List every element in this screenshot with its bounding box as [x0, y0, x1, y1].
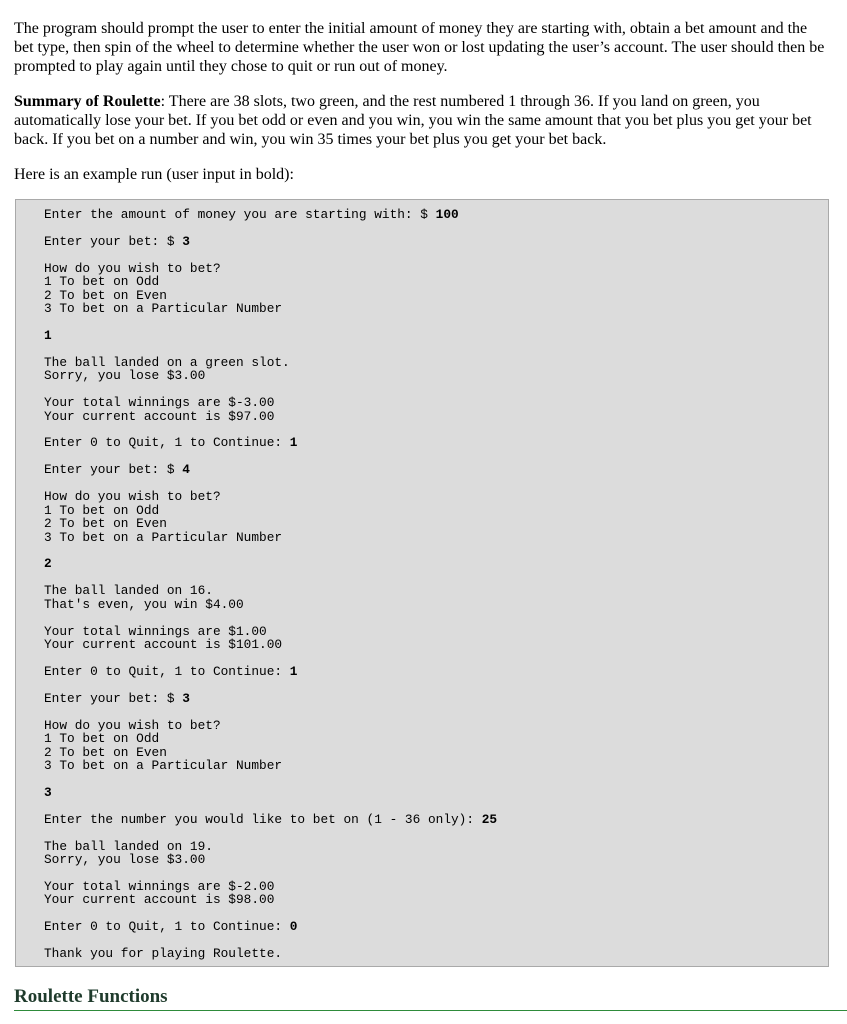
output-text: How do you wish to bet?: [44, 260, 221, 276]
output-line: [44, 853, 828, 866]
output-block: [44, 813, 828, 826]
output-line: [44, 746, 828, 759]
output-line: [44, 893, 828, 906]
output-line: [44, 759, 828, 772]
output-line: [44, 625, 828, 638]
user-input: 1: [44, 327, 52, 343]
output-text: Your total winnings are $-3.00: [44, 395, 275, 411]
output-line: [44, 692, 828, 705]
output-block: [44, 947, 828, 960]
output-text: 2 To bet on Even: [44, 744, 167, 760]
output-text: Your total winnings are $-2.00: [44, 879, 275, 894]
output-block: [44, 880, 828, 907]
output-line: [44, 531, 828, 544]
output-line: [44, 329, 828, 342]
output-line: [44, 504, 828, 517]
output-text: Enter 0 to Quit, 1 to Continue:: [44, 663, 290, 679]
output-line: [44, 813, 828, 826]
output-line: [44, 840, 828, 853]
output-block: [44, 262, 828, 316]
output-block: [44, 786, 828, 799]
output-text: Enter the amount of money you are starting with: $: [44, 207, 436, 222]
output-block: [44, 356, 828, 383]
output-block: [44, 557, 828, 570]
output-block: [44, 436, 828, 449]
example-run-output: [15, 199, 829, 967]
output-line: [44, 369, 828, 382]
output-line: [44, 732, 828, 745]
output-block: [44, 692, 828, 705]
output-text: 2 To bet on Even: [44, 287, 167, 303]
output-line: [44, 396, 828, 409]
user-input: 4: [182, 462, 190, 478]
output-block: [44, 665, 828, 678]
output-block: [44, 208, 828, 221]
output-block: [44, 625, 828, 652]
output-block: [44, 490, 828, 544]
summary-paragraph: [14, 92, 826, 149]
output-text: How do you wish to bet?: [44, 489, 221, 505]
output-block: [44, 329, 828, 342]
output-line: [44, 436, 828, 449]
output-text: Your current account is $98.00: [44, 892, 275, 908]
output-line: [44, 920, 828, 933]
user-input: 1: [289, 435, 298, 451]
output-text: 1 To bet on Odd: [44, 502, 160, 518]
output-line: [44, 517, 828, 530]
output-line: [44, 208, 828, 221]
output-text: Your current account is $101.00: [44, 637, 283, 653]
output-text: How do you wish to bet?: [44, 717, 221, 733]
output-text: Enter your bet: $: [44, 233, 183, 249]
user-input: 25: [481, 811, 498, 827]
user-input: 1: [289, 663, 298, 679]
output-text: That's even, you win $4.00: [44, 596, 244, 612]
output-block: [44, 719, 828, 773]
intro-paragraph: The program should prompt the user to enter the initial amount of money they are starting with, obtain a bet amount and the bet type, then spin of the wheel to determine whether the user won or lost updating the user’s account. The user should then be prompted to play again until they chose to quit or run out of money.: [14, 20, 825, 75]
user-input: 2: [44, 556, 52, 572]
output-text: The ball landed on 19.: [44, 838, 213, 854]
output-text: 2 To bet on Even: [44, 516, 167, 532]
output-line: [44, 880, 828, 893]
example-intro: Here is an example run (user input in bold):: [14, 166, 294, 183]
output-text: 3 To bet on a Particular Number: [44, 529, 283, 545]
user-input: 100: [435, 207, 459, 222]
output-block: [44, 920, 828, 933]
user-input: 0: [289, 919, 298, 935]
output-text: Thank you for playing Roulette.: [44, 946, 283, 962]
output-line: [44, 275, 828, 288]
output-line: [44, 289, 828, 302]
output-line: [44, 557, 828, 570]
output-line: [44, 584, 828, 597]
output-text: Enter your bet: $: [44, 462, 183, 478]
section-heading: Roulette Functions: [14, 986, 847, 1011]
output-text: 3 To bet on a Particular Number: [44, 301, 283, 317]
output-block: [44, 396, 828, 423]
user-input: 3: [182, 690, 190, 706]
output-text: Enter 0 to Quit, 1 to Continue:: [44, 919, 290, 935]
output-line: [44, 719, 828, 732]
output-line: [44, 490, 828, 503]
output-line: [44, 302, 828, 315]
output-text: 1 To bet on Odd: [44, 274, 160, 290]
output-text: Your total winnings are $1.00: [44, 623, 267, 639]
summary-text: : There are 38 slots, two green, and the rest numbered 1 through 36. If you land on green, you automatically lose your bet. If you bet odd or even and you win, you win the same amount that you bet plus you get your bet back. If you bet on a number and win, you win 35 times your bet plus you get your bet back.: [14, 93, 812, 148]
output-block: [44, 235, 828, 248]
output-line: [44, 262, 828, 275]
output-line: [44, 235, 828, 248]
output-text: Your current account is $97.00: [44, 408, 275, 424]
output-text: Sorry, you lose $3.00: [44, 852, 206, 868]
output-line: [44, 786, 828, 799]
output-text: Sorry, you lose $3.00: [44, 368, 206, 384]
output-text: 1 To bet on Odd: [44, 731, 160, 747]
output-block: [44, 463, 828, 476]
output-line: [44, 638, 828, 651]
output-line: [44, 463, 828, 476]
output-line: [44, 598, 828, 611]
output-line: [44, 947, 828, 960]
output-text: Enter 0 to Quit, 1 to Continue:: [44, 435, 290, 451]
output-text: Enter your bet: $: [44, 690, 183, 706]
output-line: [44, 665, 828, 678]
output-block: [44, 584, 828, 611]
output-line: [44, 356, 828, 369]
user-input: 3: [44, 784, 52, 800]
summary-label: Summary of Roulette: [14, 93, 161, 110]
output-text: 3 To bet on a Particular Number: [44, 757, 283, 773]
output-line: [44, 410, 828, 423]
output-block: [44, 840, 828, 867]
user-input: 3: [182, 233, 190, 249]
output-text: Enter the number you would like to bet on (1 - 36 only):: [44, 811, 482, 827]
output-text: The ball landed on a green slot.: [44, 354, 290, 370]
output-text: The ball landed on 16.: [44, 583, 213, 599]
